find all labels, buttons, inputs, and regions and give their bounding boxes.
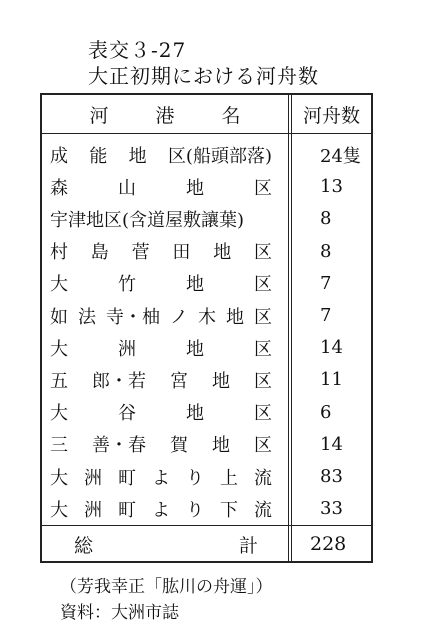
port-name [42,174,288,200]
header-char: 名 [221,104,241,127]
boat-count-cell [320,337,343,358]
header-boat-count: 河舟数 [302,104,360,127]
table-row [42,429,371,460]
port-name [42,206,288,232]
boat-count-cell [320,273,331,294]
port-name-part: 寺・柚 [106,306,160,328]
source-author-note: （芳我幸正「肱川の舟運」） [60,577,273,597]
port-name [42,496,288,522]
port-name-part: 地 [128,145,147,167]
port-name-part: 三 [50,435,68,457]
port-name-part: 洲 [84,499,102,521]
port-name-part: 島 [90,242,109,264]
boat-count-cell [320,176,343,197]
port-name-part: 区 [253,242,272,264]
boat-count-cell [320,142,361,168]
table-row [42,171,371,202]
boat-count: 7 [320,272,332,294]
port-name-part: り [186,467,204,489]
port-name-part: 区 [254,306,272,328]
port-name-part: 法 [78,306,96,328]
header-char: 港 [155,104,175,127]
table-row [42,397,371,428]
port-name-part: 如 [50,306,68,328]
port-name-part: り [186,499,204,521]
port-name-part: 洲 [118,338,136,360]
boat-count-cell [320,208,331,229]
table-row [42,203,371,234]
total-row [42,527,371,561]
port-name-part: 地 [186,274,204,296]
port-name-part: 地 [213,242,232,264]
port-name-part: 木 [198,306,216,328]
port-name-part: 谷 [118,403,136,425]
port-name [42,142,288,168]
port-name-part: 区 [254,274,272,296]
boat-count: 33 [320,498,343,520]
port-name-part: 五 [50,370,68,392]
port-name-part: 区(船頭部落) [167,145,272,167]
boat-count-cell [320,498,343,519]
boat-count: 24 [320,145,343,167]
boat-count: 7 [320,305,332,326]
port-name [42,431,288,457]
total-char: 総 [74,534,94,557]
boat-count: 11 [320,369,343,391]
port-name-part: 町 [118,467,136,489]
port-name-part: ノ [170,306,188,328]
port-name-part: 下 [220,499,238,521]
table-row [42,139,371,170]
port-name-part: 山 [118,177,136,199]
boat-count-cell [320,402,331,423]
port-name-part: 区 [254,338,272,360]
port-name-part: よ [152,499,170,521]
table-row [42,300,371,331]
source-note: 資料：大洲市誌 [60,603,179,623]
port-name [42,464,288,490]
page-title: 大正初期における河舟数 [88,64,319,88]
port-name-part: 賀 [170,435,188,457]
port-name-part: 村 [50,242,68,264]
port-name-part: 宮 [170,370,188,392]
port-name [42,238,288,264]
port-name [42,270,288,296]
table-row [42,268,371,299]
port-name-part: 地 [212,435,230,457]
port-name-part: 竹 [118,274,136,296]
count-unit: 隻 [342,145,361,167]
port-name [42,367,288,393]
port-name-part: よ [152,467,170,489]
port-name-part: 大 [50,338,68,360]
port-name [42,303,288,329]
header-port-name [42,95,288,133]
boat-count-cell [320,241,331,262]
port-name-part: 地 [226,306,244,328]
port-name-part: 町 [118,499,136,521]
port-name-part: 上 [220,467,238,489]
port-name-part: 成 [50,145,68,167]
boat-count-cell [320,305,331,326]
port-name-part: 郎・若 [92,370,146,392]
port-name-part: 地 [186,338,204,360]
total-divider [42,525,371,526]
port-name-part: 大 [50,274,68,296]
boat-count-table [40,93,373,563]
port-name-part: 流 [254,499,272,521]
port-name-part: 区 [254,177,272,199]
port-name-part: 区 [254,435,272,457]
table-number: 表交３-27 [88,38,187,62]
boat-count: 14 [320,337,343,359]
port-name-part: 大 [50,403,68,425]
port-name-part: 能 [89,145,108,167]
boat-count-cell [320,466,343,487]
port-name-part: 大 [50,499,68,521]
table-row [42,493,371,524]
total-value: 228 [310,533,347,555]
port-name-part: 田 [172,242,191,264]
header-char: 河 [89,104,109,127]
boat-count-cell [320,434,343,455]
boat-count: 83 [320,466,343,487]
port-name-part: 洲 [84,467,102,489]
port-name-part: 区 [254,403,272,425]
boat-count: 8 [320,208,332,230]
port-name-part: 善・春 [92,435,146,457]
header-divider [42,133,371,134]
table-row [42,236,371,267]
boat-count: 8 [320,240,332,262]
port-name-part: 地 [186,403,204,425]
boat-count: 13 [320,176,343,198]
port-name [42,335,288,361]
port-name-part: 地 [212,370,230,392]
boat-count: 6 [320,401,332,423]
boat-count: 14 [320,433,343,455]
total-label [42,531,288,558]
port-name-part: 地 [186,177,204,199]
port-name-part: 流 [254,467,272,489]
boat-count-cell [320,369,343,390]
table-row [42,332,371,363]
port-name-part: 森 [50,177,68,199]
port-name [42,399,288,425]
port-name-part: 菅 [131,242,150,264]
port-name-part: 宇津地区(含道屋敷讓葉) [50,209,245,231]
port-name-part: 大 [50,467,68,489]
port-name-part: 区 [254,370,272,392]
total-char: 計 [238,534,258,557]
table-row [42,461,371,492]
table-row [42,364,371,395]
